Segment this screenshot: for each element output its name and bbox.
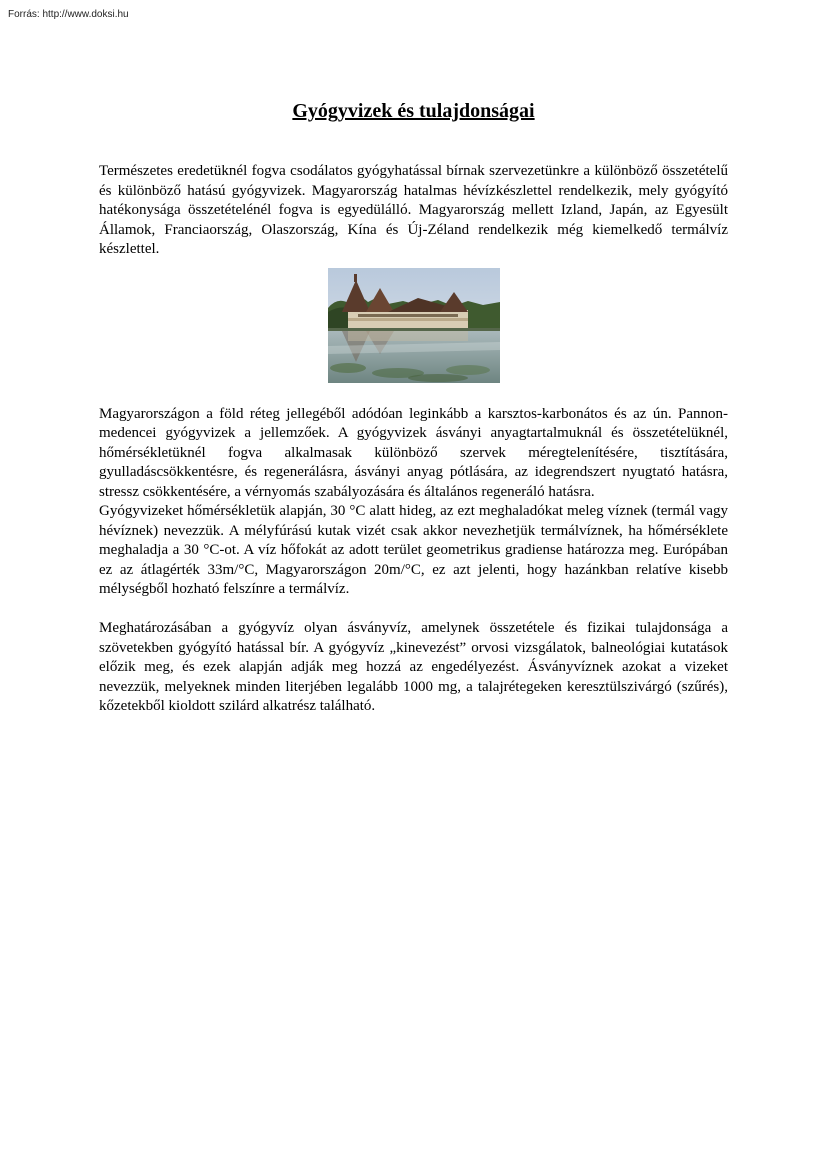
paragraph-intro: Természetes eredetüknél fogva csodálatos gyógyhatással bírnak szervezetünkre a különböző összetételű és különböző hatású gyógyvizek. Magyarország hatalmas hévízkészlettel rendelkezik, mely gyógyító hatékonysága összetételénél fogva is egyedülálló. Magyarország mellett Izland, Japán, az Egyesült Államok, Franciaország, Olaszország, Kína és Új-Zéland rendelkezik még kiemelkedő termálvíz készlettel. bbox=[99, 163, 728, 257]
paragraph-definition: Meghatározásában a gyógyvíz olyan ásványvíz, amelynek összetétele és fizikai tulajdonsága a szövetekben gyógyító hatással bír. A gyógyvíz „kinevezést” orvosi vizsgálatok, balneológiai kutatások előzik meg, és ezek alapján adják meg hozzá az engedélyezést. Ásványvíznek azokat a vizeket nevezzük, melyeknek minden literjében legalább 1000 mg, a talajrétegeken keresztülszivárgó (szűrés), kőzetekből kioldott szilárd alkatrész található. bbox=[99, 620, 728, 714]
document-body bbox=[99, 162, 728, 717]
source-url: Forrás: http://www.doksi.hu bbox=[8, 9, 129, 20]
paragraph-temperature: Gyógyvizeket hőmérsékletük alapján, 30 °C alatt hideg, az ezt meghaladókat meleg víznek (termál vagy hévíznek) nevezzük. A mélyfúrású kutak vizét csak akkor nevezhetjük termálvíznek, ha hőmérséklete meghaladja a 30 °C-ot. A víz hőfokát az adott terület geometrikus gradiense határozza meg. Európában ez az átlagérték 33m/°C, Magyarországon 20m/°C, ez azt jelenti, hogy hazánkban relatíve kisebb mélységből hozható felszínre a termálvíz. bbox=[99, 503, 728, 597]
page-title: Gyógyvizek és tulajdonságai bbox=[292, 100, 535, 122]
lake-bathhouse-photo bbox=[328, 268, 500, 383]
paragraph-characteristics: Magyarországon a föld réteg jellegéből adódóan leginkább a karsztos-karbonátos és az ún. Pannon-medencei gyógyvizek a jellemzőek. A gyógyvizek ásványi anyagtartalmuknál és összetételüknél, hőmérsékletüknél fogva alkalmasak különböző szervek méregtelenítésére, tisztítására, gyulladáscsökkentésre, és regenerálásra, ásványi anyag pótlására, az idegrendszert nyugtató hatásra, stressz csökkentésére, a vérnyomás szabályozására és általános regeneráló hatásra. bbox=[99, 405, 728, 500]
figure bbox=[99, 268, 728, 385]
